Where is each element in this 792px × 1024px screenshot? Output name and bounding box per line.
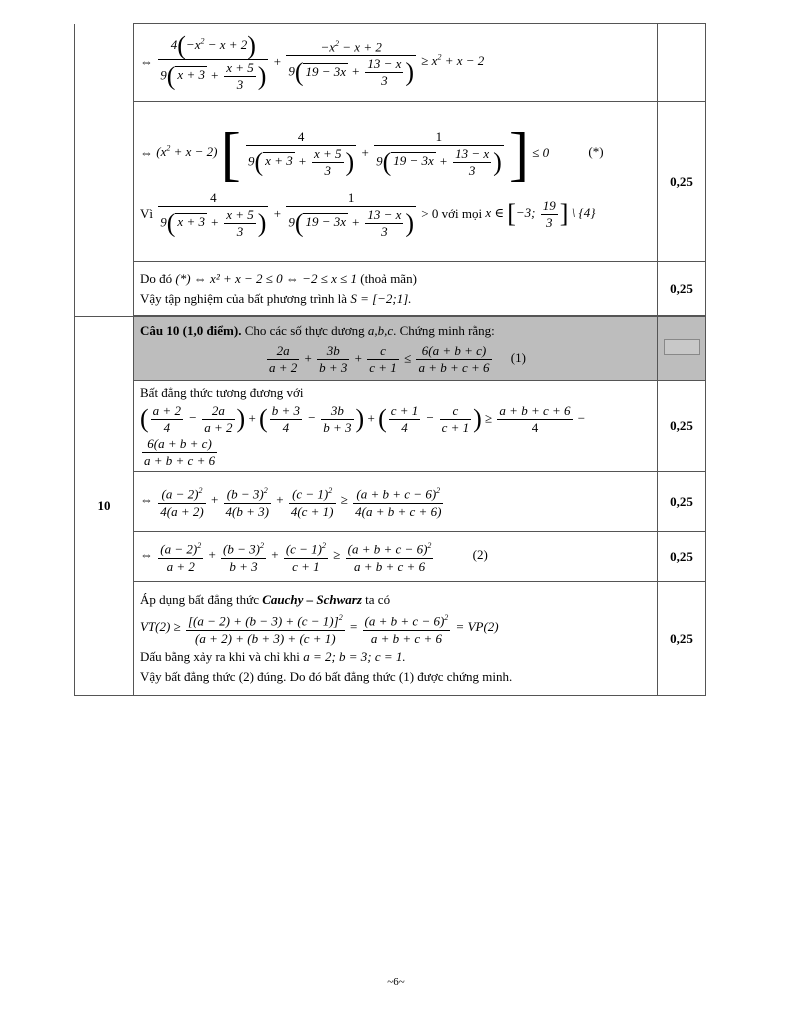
score-cell-header: [658, 317, 706, 381]
conclusion-text: Vậy tập nghiệm của bất phương trình là: [140, 290, 348, 306]
question-vars: a,b,c: [367, 323, 394, 338]
row-step-3: [134, 262, 658, 316]
vi-label: Vì: [140, 205, 153, 221]
do-do-expr: (*) ⇔ x² + x − 2 ≤ 0 ⇔ −2 ≤ x ≤ 1: [175, 270, 357, 286]
equality-values: a = 2; b = 3; c = 1.: [303, 648, 406, 664]
score-cell-6: 0,25: [658, 532, 706, 582]
question-10-header: Câu 10 (1,0 điểm). Cho các số thực dương a,b,c. Chứng minh rằng: $\frac{2a}{a + 2}$ + $\frac{3b}{b + 3}$ + $\frac{c}{c + 1}$ ≤ $\frac{6(a + b + c)}{a + b + c + 6}$ (1): [134, 317, 658, 381]
solution-set: S = [−2;1].: [350, 290, 412, 306]
q10-step-2: ⇔ $\frac{(a - 2)^2}{4(a + 2)}$ + $\frac{(b - 3)^2}{4(b + 3)}$ + $\frac{(c - 1)^2}{4(c + 1)}$ ≥ $\frac{(a + b + c - 6)^2}{4(a + b + c + 6)}$: [134, 472, 658, 532]
question-title: Câu 10 (1,0 điểm).: [140, 323, 242, 338]
score-cell-2: 0,25: [658, 102, 706, 262]
do-do-suffix: (thoả mãn): [360, 270, 417, 286]
question-prompt: Cho các số thực dương: [244, 323, 365, 338]
eq-number-1: (1): [510, 350, 526, 366]
q10-step-3: ⇔ $\frac{(a - 2)^2}{a + 2}$ + $\frac{(b - 3)^2}{b + 3}$ + $\frac{(c - 1)^2}{c + 1}$ ≥ $\frac{(a + b + c - 6)^2}{a + b + c + 6}$ (2): [134, 532, 658, 582]
score-cell-1: [658, 24, 706, 102]
do-do-text: Do đó: [140, 270, 173, 286]
score-cell-3: 0,25: [658, 262, 706, 316]
inequality-name: Cauchy – Schwarz: [262, 592, 362, 608]
row-step-1: ⇔ $4(-x^2 - x + 2)$ 9( x + 3 + $\frac{x + 5}{3}$ ) + $-x^2 - x + 2$ 9( 19 − 3x + $\frac{13 - x}{3}$ ) ≥ $x^2 + x - 2$: [134, 24, 658, 102]
question-prompt-end: . Chứng minh rằng:: [393, 323, 495, 338]
condition-text: > 0 với mọi: [421, 205, 483, 221]
row-step-2: ⇔ $(x^2 + x - 2)$ [ 4 9( x + 3 + $\frac{x + 5}{3}$ ) + 1 9( 19 − 3x + $\frac{13 - x}{3}$ ) ] ≤ 0 (*) Vì 4 9( x + 3 + $\frac{x + 5}{3}$ ) + 1 9( 19 − 3x + $\frac{13 - x}{3}$ ) > 0 với mọi x ∈ [−3; $\frac{19}{3}$ ] \ {4}: [134, 102, 658, 262]
score-cell-5: 0,25: [658, 472, 706, 532]
question-number-cell: 10: [75, 317, 134, 696]
solution-table: [74, 23, 706, 696]
equivalent-text: Bất đẳng thức tương đương với: [140, 385, 304, 400]
score-badge: [664, 339, 700, 355]
equality-text: Dấu bằng xảy ra khi và chỉ khi: [140, 648, 300, 664]
star-label: (*): [588, 144, 604, 160]
score-cell-7: 0,25: [658, 582, 706, 696]
page-number: ~6~: [387, 976, 405, 988]
apply-end: ta có: [365, 592, 391, 608]
final-conclusion: Vậy bất đẳng thức (2) đúng. Do đó bất đẳng thức (1) được chứng minh.: [140, 668, 513, 684]
apply-text: Áp dụng bất đẳng thức: [140, 592, 259, 608]
question-number-cell-9: [75, 24, 134, 317]
q10-step-1: Bất đẳng thức tương đương với ( $\frac{a + 2}{4}$ − $\frac{2a}{a + 2}$ ) + ( $\frac{b + 3}{4}$ − $\frac{3b}{b + 3}$ ) + ( $\frac{c + 1}{4}$ − $\frac{c}{c + 1}$ ) ≥ $\frac{a + b + c + 6}{4}$ − $\frac{6(a + b + c)}{a + b + c + 6}$: [134, 381, 658, 472]
eq-number-2: (2): [472, 547, 488, 563]
score-cell-4: 0,25: [658, 381, 706, 472]
q10-step-4: Áp dụng bất đẳng thức Cauchy – Schwarz ta có VT(2) ≥ $\frac{[(a - 2) + (b - 3) + (c - 1)]^2}{(a + 2) + (b + 3) + (c + 1)}$ = $\frac{(a + b + c - 6)^2}{a + b + c + 6}$ = VP(2) Dấu bằng xảy ra khi và chỉ khi a = 2; b = 3; c = 1. Vậy bất đẳng thức (2) đúng. Do đó bất đẳng thức (1) được chứng minh.: [134, 582, 658, 696]
